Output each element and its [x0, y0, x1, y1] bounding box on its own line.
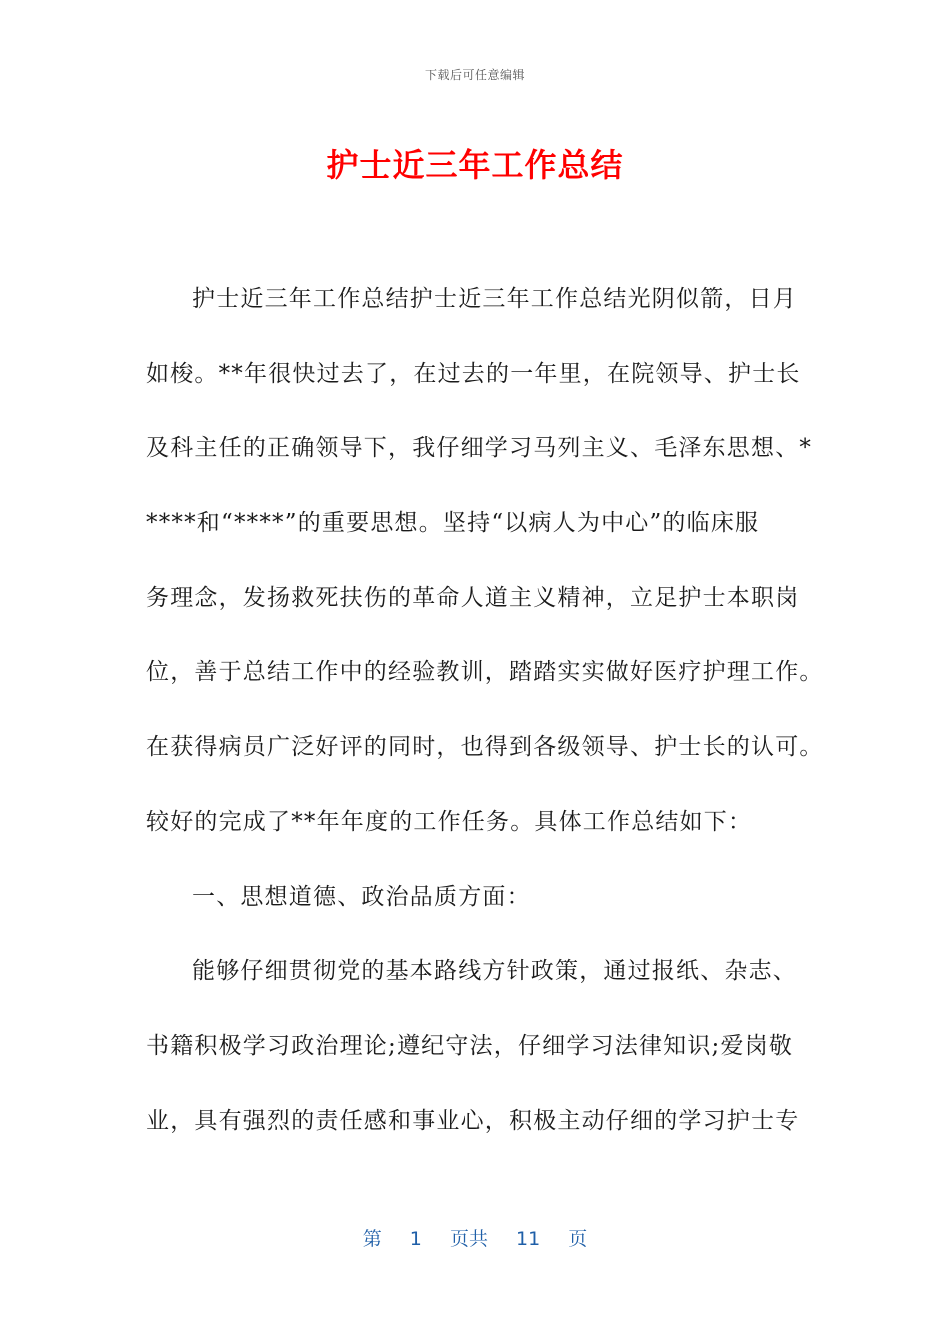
paragraph-line: 在获得病员广泛好评的同时，也得到各级领导、护士长的认可。 — [146, 734, 824, 761]
paragraph-line: 位，善于总结工作中的经验教训，踏踏实实做好医疗护理工作。 — [146, 659, 824, 686]
header-note: 下载后可任意编辑 — [424, 68, 525, 82]
paragraph-line: 及科主任的正确领导下，我仔细学习马列主义、毛泽东思想、* — [146, 435, 813, 462]
page-current: 1 — [409, 1228, 422, 1250]
paragraph-line: 业，具有强烈的责任感和事业心，积极主动仔细的学习护士专 — [146, 1107, 800, 1134]
page-suffix: 页 — [568, 1228, 588, 1250]
page-number-footer — [0, 1224, 950, 1251]
section-heading: 一、思想道德、政治品质方面： — [192, 883, 531, 910]
page-prefix: 第 — [362, 1228, 382, 1250]
paragraph-line: 护士近三年工作总结护士近三年工作总结光阴似箭，日月 — [192, 286, 797, 312]
page-middle: 页共 — [449, 1228, 488, 1250]
paragraph-line: 能够仔细贯彻党的基本路线方针政策，通过报纸、杂志、 — [192, 958, 797, 985]
paragraph-line: 务理念，发扬救死扶伤的革命人道主义精神，立足护士本职岗 — [146, 584, 800, 611]
paragraph-line: 书籍积极学习政治理论;遵纪守法，仔细学习法律知识;爱岗敬 — [146, 1032, 794, 1059]
document-title: 护士近三年工作总结 — [326, 146, 624, 184]
paragraph-line: 较好的完成了**年年度的工作任务。具体工作总结如下： — [146, 808, 753, 835]
paragraph-line: 如梭。**年很快过去了，在过去的一年里，在院领导、护士长 — [146, 360, 801, 387]
paragraph-line: ****和“****”的重要思想。坚持“以病人为中心”的临床服 — [146, 510, 760, 537]
page-total: 11 — [516, 1228, 541, 1250]
document-body — [146, 262, 824, 1158]
